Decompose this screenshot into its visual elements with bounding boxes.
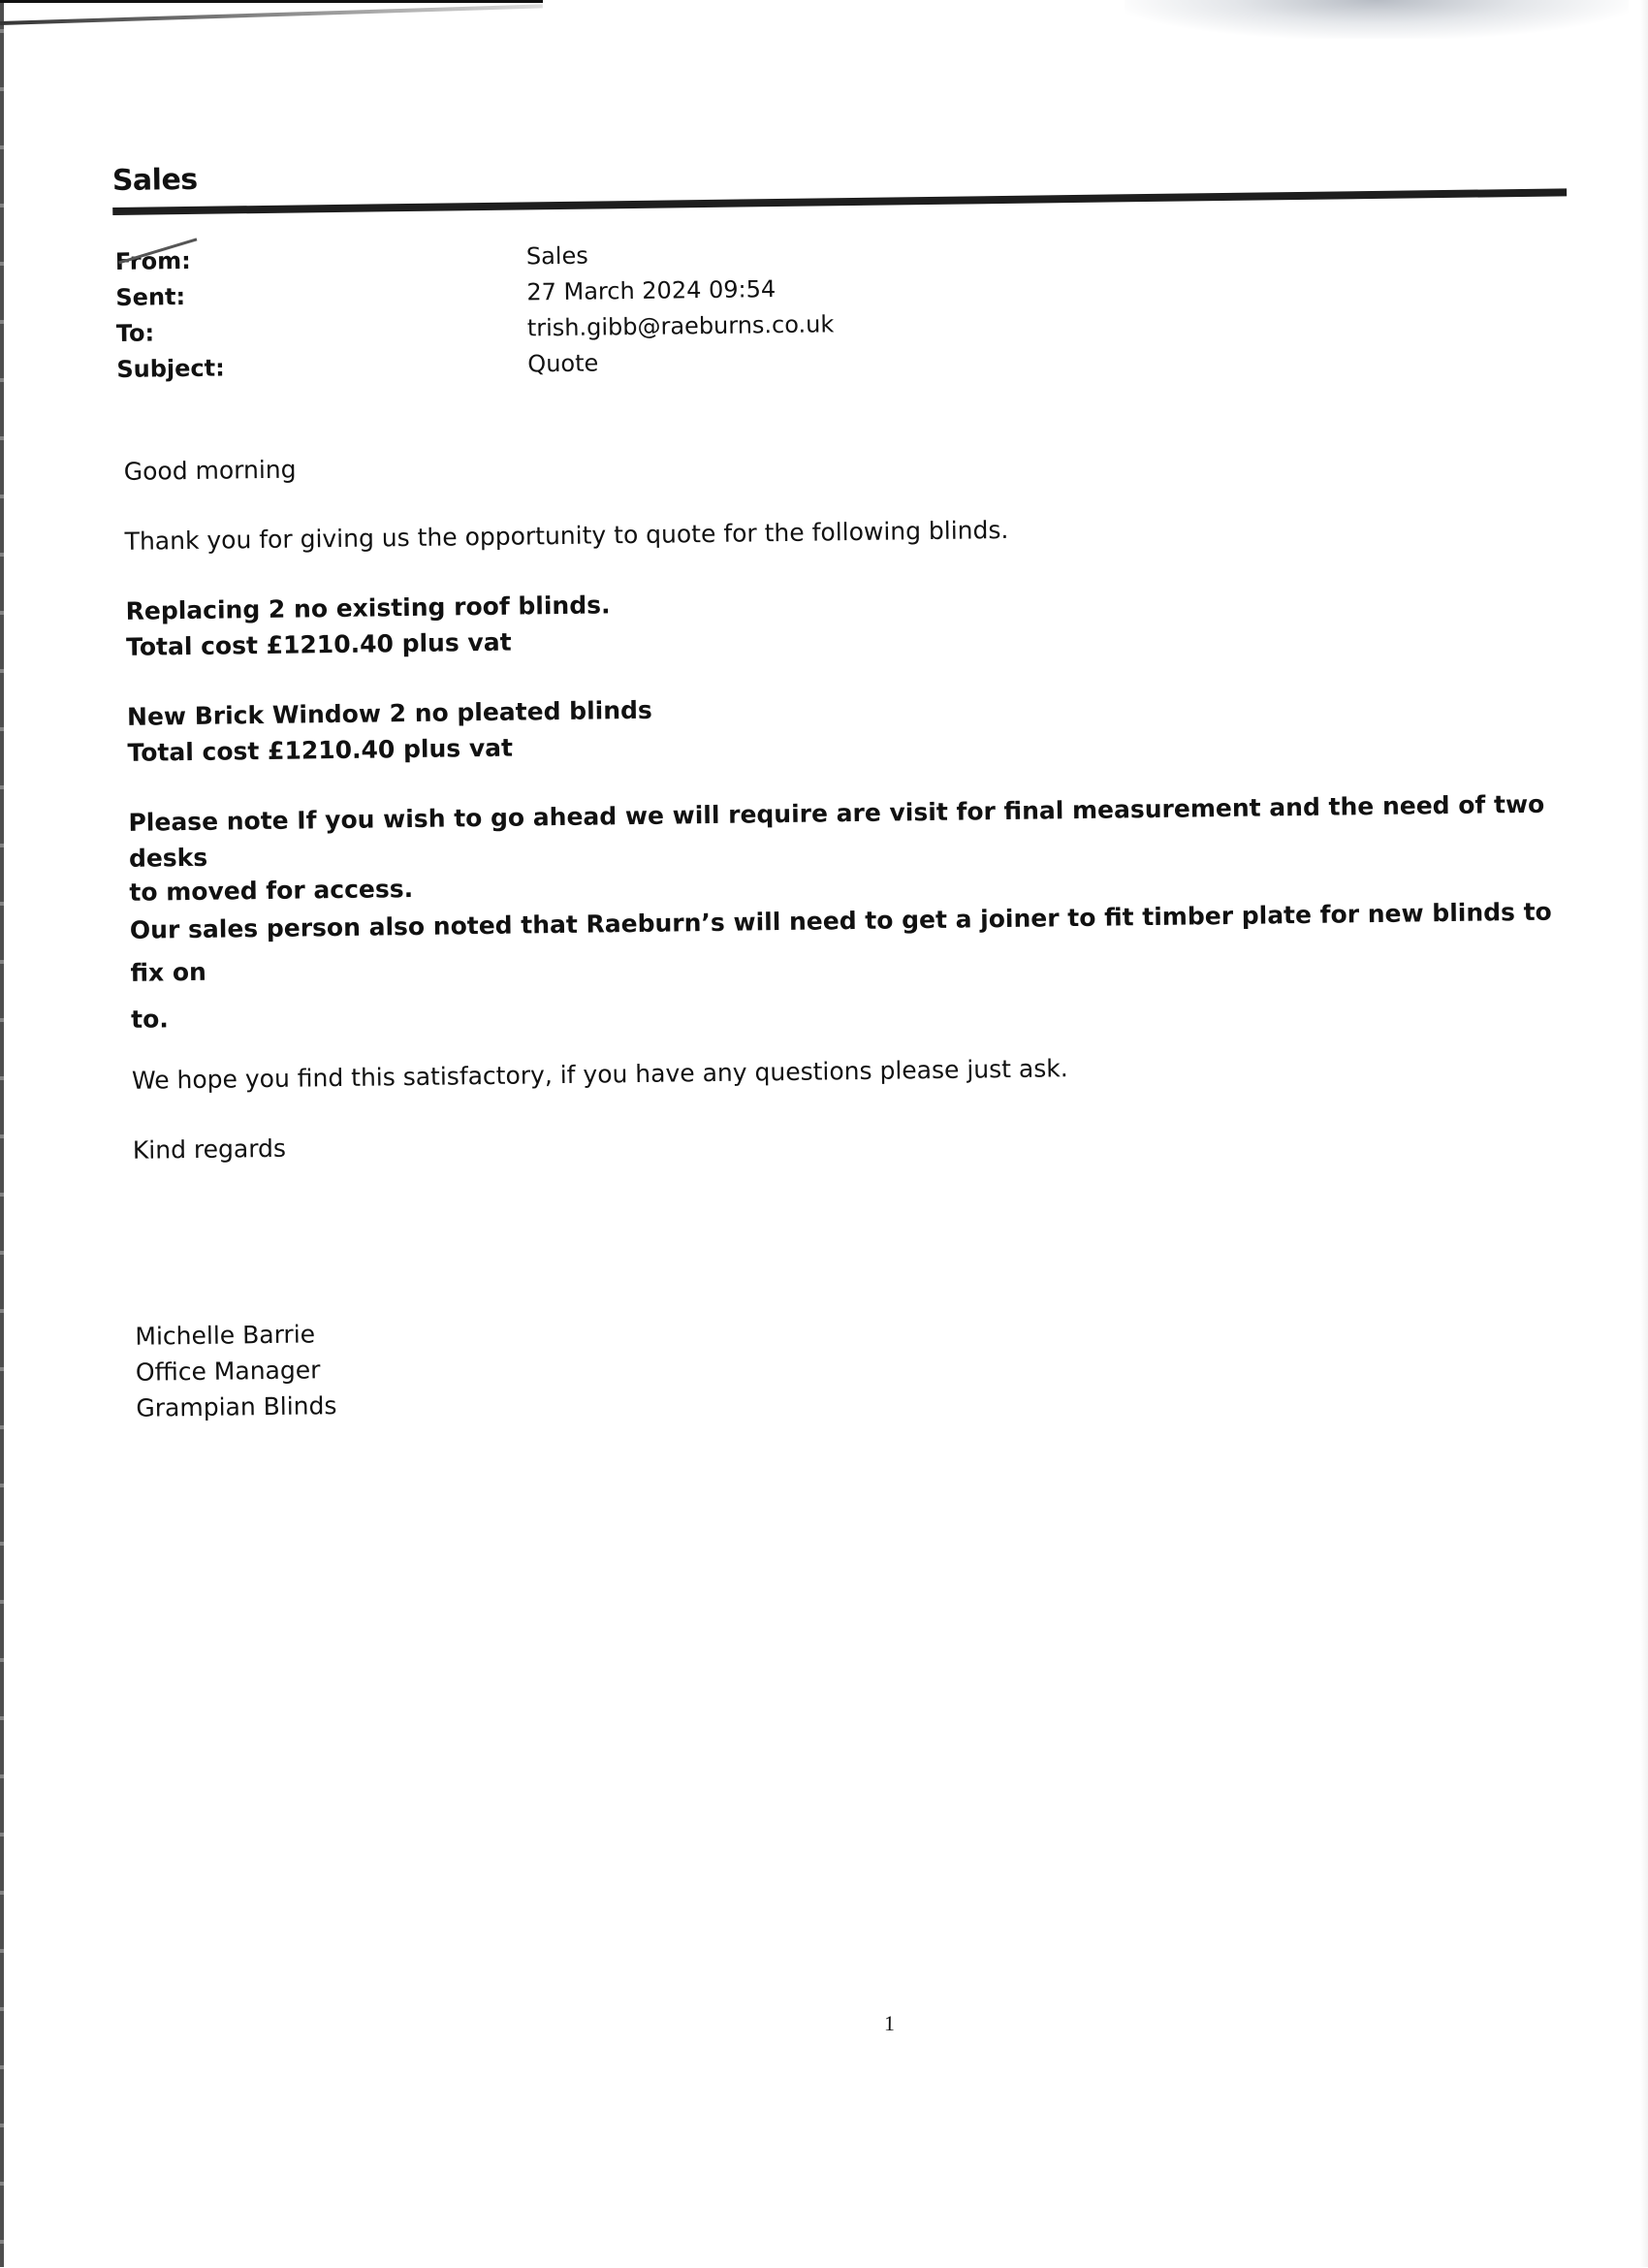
quote-item-description: Replacing 2 no existing roof blinds. xyxy=(125,591,610,625)
sent-label: Sent: xyxy=(115,279,185,316)
quote-item-cost: Total cost £1210.40 plus vat xyxy=(126,628,512,661)
note-line: to. xyxy=(131,975,1586,1045)
from-label: From: xyxy=(115,243,191,280)
subject-label: Subject: xyxy=(116,351,225,388)
signature-company: Grampian Blinds xyxy=(136,1371,1590,1426)
email-body xyxy=(124,434,1591,1426)
page-number: 1 xyxy=(884,2011,895,2036)
signature-spacer xyxy=(134,1183,1589,1319)
signature-name: Michelle Barrie xyxy=(135,1299,1589,1355)
intro-paragraph: Thank you for giving us the opportunity to quote for the following blinds. xyxy=(124,504,1578,559)
title-block xyxy=(112,147,1567,196)
quote-item xyxy=(125,574,1580,665)
closing-paragraph: We hope you find this satisfactory, if you have any questions please just ask. xyxy=(132,1043,1586,1099)
note-line: Please note If you wish to go ahead we will require are visit for final measurement and the need of two desks xyxy=(128,785,1583,877)
note-line: Our sales person also noted that Raeburn’s will need to get a joiner to fit timber plate for new blinds to fix on xyxy=(130,890,1585,995)
quote-item-description: New Brick Window 2 no pleated blinds xyxy=(127,696,652,731)
sign-off: Kind regards xyxy=(133,1113,1587,1168)
subject-value: Quote xyxy=(527,345,598,382)
to-value: trish.gibb@raeburns.co.uk xyxy=(527,306,835,346)
note-paragraph xyxy=(128,785,1585,1045)
page-title: Sales xyxy=(112,147,1567,196)
quote-item xyxy=(127,680,1582,771)
to-label: To: xyxy=(116,315,155,352)
sent-value: 27 March 2024 09:54 xyxy=(526,272,776,310)
note-line: to moved for access. xyxy=(129,857,1583,910)
signature-block xyxy=(135,1299,1590,1426)
quote-item-cost: Total cost £1210.40 plus vat xyxy=(127,734,513,767)
signature-role: Office Manager xyxy=(136,1335,1590,1390)
from-value: Sales xyxy=(526,239,588,275)
email-header xyxy=(115,244,117,388)
greeting: Good morning xyxy=(124,434,1578,490)
